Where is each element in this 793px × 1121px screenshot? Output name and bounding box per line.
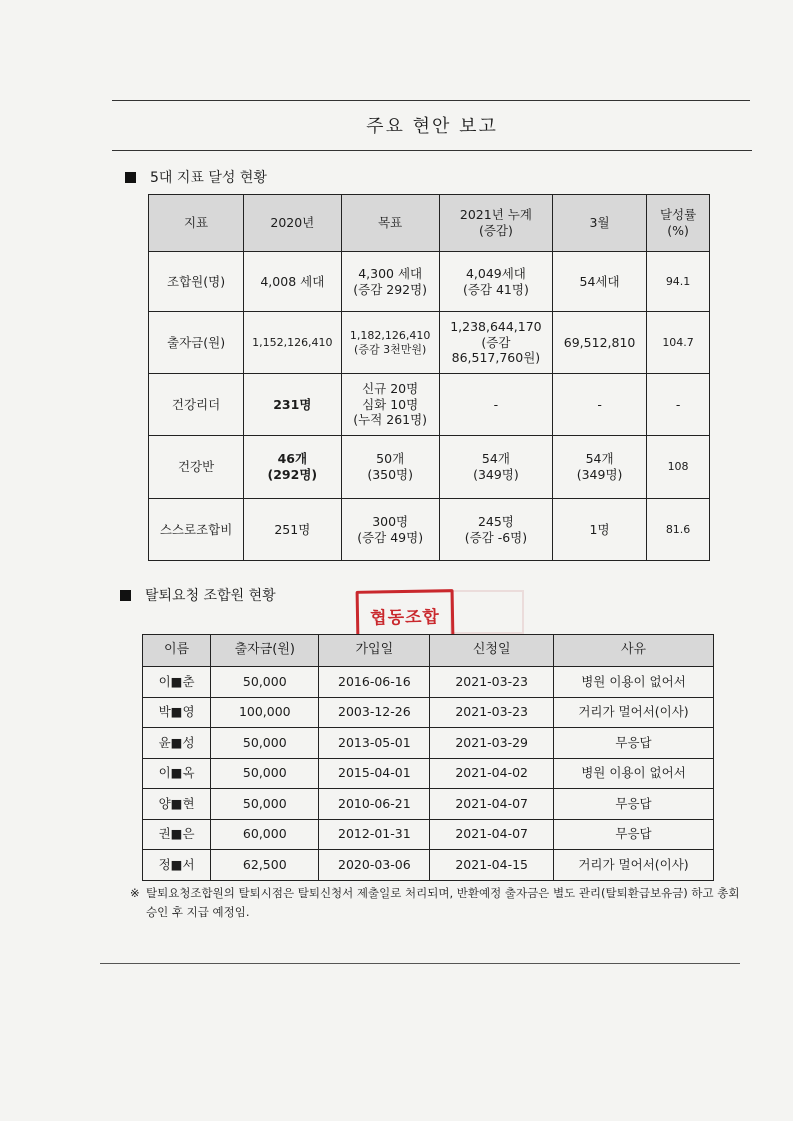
withdrawal-cell: 무응답 — [554, 789, 714, 820]
kpi-cell: 54세대 — [553, 252, 647, 312]
kpi-header-2020: 2020년 — [244, 195, 341, 252]
table-row — [143, 819, 714, 850]
withdrawal-cell: 2016-06-16 — [319, 667, 430, 698]
withdrawal-cell: 양■현 — [143, 789, 211, 820]
kpi-cell: 건강반 — [149, 436, 244, 499]
withdrawal-header-row — [143, 635, 714, 667]
withdrawal-cell: 2015-04-01 — [319, 758, 430, 789]
kpi-cell: 104.7 — [647, 312, 710, 374]
kpi-header-march: 3월 — [553, 195, 647, 252]
kpi-cell: 50개 (350명) — [341, 436, 439, 499]
table-row — [143, 789, 714, 820]
square-bullet-icon — [120, 590, 131, 601]
section-withdrawal-title: 탈퇴요청 조합원 현황 — [145, 588, 276, 604]
withdrawal-cell: 50,000 — [211, 758, 319, 789]
kpi-cell: 4,300 세대 (증감 292명) — [341, 252, 439, 312]
table-row — [143, 697, 714, 728]
kpi-cell: - — [647, 374, 710, 436]
withdrawal-cell: 2021-04-07 — [430, 789, 554, 820]
kpi-header-2021-total: 2021년 누계 (증감) — [439, 195, 552, 252]
kpi-cell: 94.1 — [647, 252, 710, 312]
kpi-cell: 조합원(명) — [149, 252, 244, 312]
table-row — [143, 667, 714, 698]
footnote-text: 탈퇴요청조합원의 탈퇴시점은 탈퇴신청서 제출일로 처리되며, 반환예정 출자금은 별도 관리(탈퇴환급보유금) 하고 총회 승인 후 지급 예정임. — [146, 886, 740, 919]
withdrawal-header-amount: 출자금(원) — [211, 635, 319, 667]
table-row — [143, 850, 714, 881]
withdrawal-cell: 50,000 — [211, 789, 319, 820]
withdrawal-cell: 2013-05-01 — [319, 728, 430, 759]
kpi-header-row — [149, 195, 710, 252]
withdrawal-cell: 윤■성 — [143, 728, 211, 759]
withdrawal-cell: 2021-04-15 — [430, 850, 554, 881]
withdrawal-cell: 100,000 — [211, 697, 319, 728]
withdrawal-table — [142, 634, 714, 881]
kpi-cell: 69,512,810 — [553, 312, 647, 374]
kpi-cell: - — [553, 374, 647, 436]
withdrawal-cell: 거리가 멀어서(이사) — [554, 850, 714, 881]
withdrawal-header-name: 이름 — [143, 635, 211, 667]
kpi-cell: 출자금(원) — [149, 312, 244, 374]
kpi-cell: 108 — [647, 436, 710, 499]
withdrawal-cell: 2021-03-23 — [430, 697, 554, 728]
withdrawal-cell: 2020-03-06 — [319, 850, 430, 881]
withdrawal-cell: 62,500 — [211, 850, 319, 881]
withdrawal-cell: 2021-03-23 — [430, 667, 554, 698]
kpi-cell: 신규 20명 심화 10명 (누적 261명) — [341, 374, 439, 436]
kpi-cell: 건강리더 — [149, 374, 244, 436]
withdrawal-cell: 50,000 — [211, 728, 319, 759]
kpi-cell: 231명 — [244, 374, 341, 436]
withdrawal-header-reason: 사유 — [554, 635, 714, 667]
withdrawal-cell: 2003-12-26 — [319, 697, 430, 728]
reference-mark-icon: ※ — [130, 886, 140, 900]
withdrawal-cell: 무응답 — [554, 819, 714, 850]
withdrawal-cell: 병원 이용이 없어서 — [554, 758, 714, 789]
section-kpi-heading — [125, 167, 267, 187]
section-kpi-title: 5대 지표 달성 현황 — [150, 170, 267, 186]
withdrawal-cell: 무응답 — [554, 728, 714, 759]
kpi-cell: 1명 — [553, 499, 647, 561]
withdrawal-cell: 60,000 — [211, 819, 319, 850]
kpi-row — [149, 436, 710, 499]
withdrawal-cell: 이■춘 — [143, 667, 211, 698]
kpi-row — [149, 499, 710, 561]
stamp-shadow — [450, 590, 524, 634]
footnote — [130, 884, 740, 922]
withdrawal-cell: 2021-03-29 — [430, 728, 554, 759]
withdrawal-cell: 거리가 멀어서(이사) — [554, 697, 714, 728]
section-withdrawal-heading — [120, 585, 276, 605]
withdrawal-cell: 2012-01-31 — [319, 819, 430, 850]
kpi-cell: 1,152,126,410 — [244, 312, 341, 374]
kpi-cell: 251명 — [244, 499, 341, 561]
bottom-rule — [100, 963, 740, 964]
withdrawal-cell: 정■서 — [143, 850, 211, 881]
kpi-row — [149, 312, 710, 374]
kpi-row — [149, 374, 710, 436]
withdrawal-cell: 병원 이용이 없어서 — [554, 667, 714, 698]
square-bullet-icon — [125, 172, 136, 183]
top-rule — [112, 100, 750, 101]
withdrawal-cell: 2021-04-07 — [430, 819, 554, 850]
withdrawal-cell: 50,000 — [211, 667, 319, 698]
kpi-table — [148, 194, 710, 561]
kpi-cell: 245명 (증감 -6명) — [439, 499, 552, 561]
kpi-row — [149, 252, 710, 312]
document-title: 주요 현안 보고 — [366, 116, 498, 137]
table-row — [143, 728, 714, 759]
kpi-cell: 스스로조합비 — [149, 499, 244, 561]
withdrawal-header-request-date: 신청일 — [430, 635, 554, 667]
kpi-cell: 300명 (증감 49명) — [341, 499, 439, 561]
withdrawal-cell: 2021-04-02 — [430, 758, 554, 789]
stamp-text: 협동조합 — [370, 606, 441, 629]
kpi-cell: 46개 (292명) — [244, 436, 341, 499]
kpi-cell: 4,008 세대 — [244, 252, 341, 312]
kpi-cell: 4,049세대 (증감 41명) — [439, 252, 552, 312]
kpi-header-rate: 달성률 (%) — [647, 195, 710, 252]
kpi-header-indicator: 지표 — [149, 195, 244, 252]
kpi-cell: 1,182,126,410 (증감 3천만원) — [341, 312, 439, 374]
withdrawal-cell: 이■옥 — [143, 758, 211, 789]
withdrawal-cell: 2010-06-21 — [319, 789, 430, 820]
table-row — [143, 758, 714, 789]
withdrawal-cell: 권■은 — [143, 819, 211, 850]
withdrawal-cell: 박■영 — [143, 697, 211, 728]
kpi-cell: 54개 (349명) — [553, 436, 647, 499]
kpi-cell: 81.6 — [647, 499, 710, 561]
withdrawal-header-join-date: 가입일 — [319, 635, 430, 667]
kpi-cell: 54개 (349명) — [439, 436, 552, 499]
title-rule — [112, 150, 752, 151]
kpi-header-target: 목표 — [341, 195, 439, 252]
kpi-cell: 1,238,644,170 (증감 86,517,760원) — [439, 312, 552, 374]
kpi-cell: - — [439, 374, 552, 436]
